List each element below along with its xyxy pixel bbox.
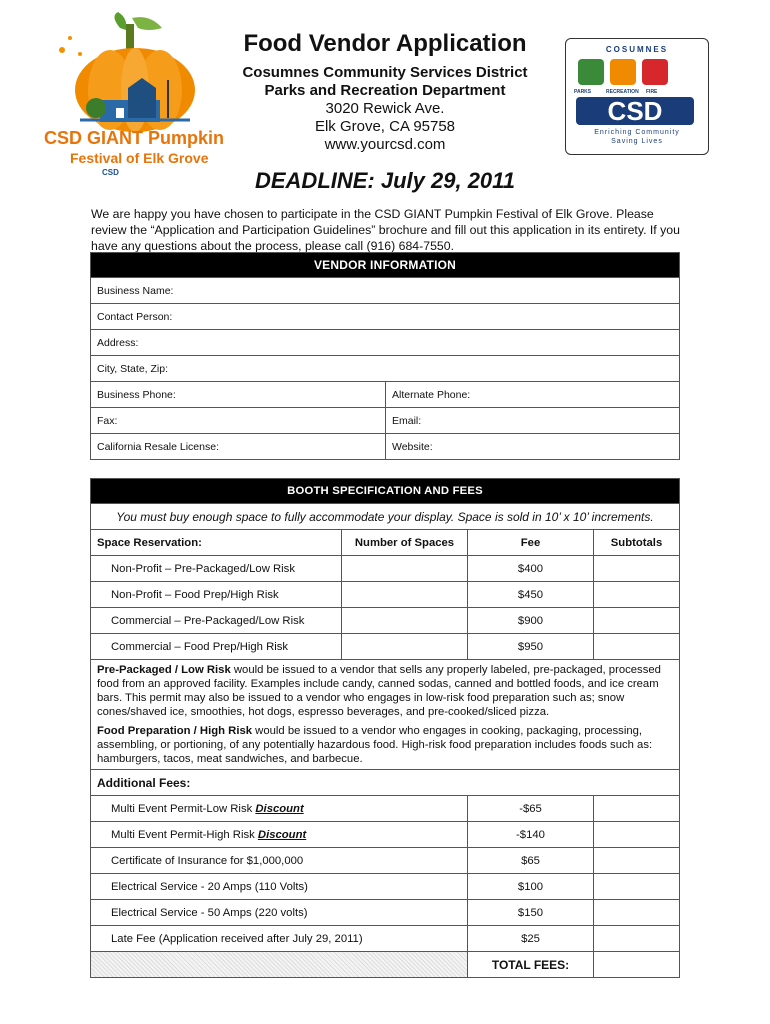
- address-line2: Elk Grove, CA 95758: [314, 118, 456, 135]
- subtotal-input[interactable]: [594, 608, 680, 634]
- fee-subtotal-input[interactable]: [594, 822, 680, 848]
- col-number: Number of Spaces: [342, 530, 468, 556]
- org-line1: Cosumnes Community Services District: [242, 64, 528, 81]
- space-row-fee: $900: [468, 608, 594, 634]
- recreation-icon: [610, 59, 636, 85]
- food-prep-title: Food Preparation / High Risk: [97, 725, 253, 737]
- vendor-info-table: [90, 252, 680, 460]
- csd-tag2: Saving Lives: [611, 138, 663, 145]
- vendor-info-heading: VENDOR INFORMATION: [91, 253, 680, 278]
- fire-label: FIRE: [646, 89, 658, 95]
- col-space: Space Reservation:: [91, 530, 342, 556]
- contact-person-field[interactable]: Contact Person:: [91, 304, 680, 330]
- fee-row-amount: $25: [468, 926, 594, 952]
- csd-tag1: Enriching Community: [594, 129, 680, 136]
- email-field[interactable]: Email:: [386, 408, 680, 434]
- city-state-zip-field[interactable]: City, State, Zip:: [91, 356, 680, 382]
- fee-row-label: Certificate of Insurance for $1,000,000: [91, 848, 468, 874]
- fee-row-amount: $150: [468, 900, 594, 926]
- space-row-fee: $400: [468, 556, 594, 582]
- fee-subtotal-input[interactable]: [594, 874, 680, 900]
- business-name-field[interactable]: Business Name:: [91, 278, 680, 304]
- food-prep-text: would be issued to a vendor who engages in cooking, packaging, processing, assembling, or portioning, of any potentially hazardous food. High-risk food preparation includes foods such as: hamburgers, tacos, meat sandwiches, and barbecue.: [97, 725, 653, 765]
- intro-paragraph: We are happy you have chosen to participate in the CSD GIANT Pumpkin Festival of Elk Grove. Please review the “Application and Participation Guidelines” brochure and fill out this application in its entirety. If you have any questions about the process, please call (916) 684-7550.: [91, 207, 680, 253]
- csd-logo-big: CSD: [576, 97, 694, 125]
- shaded-cell: [91, 952, 468, 978]
- booth-heading: BOOTH SPECIFICATION AND FEES: [91, 479, 680, 504]
- space-row-fee: $950: [468, 634, 594, 660]
- logo-line2: Festival of Elk Grove: [70, 150, 209, 166]
- spaces-input[interactable]: [342, 582, 468, 608]
- subtotal-input[interactable]: [594, 634, 680, 660]
- fee-row-amount: -$140: [468, 822, 594, 848]
- recreation-label: RECREATION: [606, 89, 639, 95]
- alternate-phone-field[interactable]: Alternate Phone:: [386, 382, 680, 408]
- address-field[interactable]: Address:: [91, 330, 680, 356]
- business-phone-field[interactable]: Business Phone:: [91, 382, 386, 408]
- booth-note: You must buy enough space to fully accommodate your display. Space is sold in 10’ x 10’ increments.: [91, 504, 680, 530]
- col-subtotal: Subtotals: [594, 530, 680, 556]
- page-title: Food Vendor Application: [243, 30, 527, 57]
- booth-fees-table: [90, 478, 680, 978]
- address-line1: 3020 Rewick Ave.: [325, 100, 445, 117]
- fee-row-label: Multi Event Permit-High Risk Discount: [91, 822, 468, 848]
- org-line2: Parks and Recreation Department: [264, 82, 506, 99]
- total-fees-label: TOTAL FEES:: [468, 952, 594, 978]
- spaces-input[interactable]: [342, 556, 468, 582]
- parks-label: PARKS: [574, 89, 592, 95]
- festival-logo: [40, 10, 230, 185]
- fax-field[interactable]: Fax:: [91, 408, 386, 434]
- fee-row-label: Late Fee (Application received after July 29, 2011): [91, 926, 468, 952]
- subtotal-input[interactable]: [594, 582, 680, 608]
- discount-label: Discount: [255, 802, 304, 815]
- resale-license-field[interactable]: California Resale License:: [91, 434, 386, 460]
- discount-label: Discount: [257, 828, 307, 841]
- fee-row-amount: $100: [468, 874, 594, 900]
- pre-packaged-text: would be issued to a vendor that sells any properly labeled, pre-packaged, processed food from an approved facility. Examples include candy, canned sodas, canned and bottled foods, and ice cream bars. This permit may also be issued to a vendor who engages in low-risk food preparation such as; snow cones/shaved ice, smoothies, hot dogs, espresso beverages, and pre-cooked/sliced pizza.: [97, 664, 661, 718]
- website-text: www.yourcsd.com: [324, 136, 446, 153]
- fee-subtotal-input[interactable]: [594, 848, 680, 874]
- fee-row-amount: $65: [468, 848, 594, 874]
- fire-icon: [642, 59, 668, 85]
- space-row-label: Commercial – Pre-Packaged/Low Risk: [91, 608, 342, 634]
- pre-packaged-description: [91, 660, 680, 770]
- csd-logo: [565, 38, 709, 155]
- fee-row-label: Multi Event Permit-Low Risk Discount: [91, 796, 468, 822]
- fee-subtotal-input[interactable]: [594, 796, 680, 822]
- spaces-input[interactable]: [342, 608, 468, 634]
- additional-fees-heading: Additional Fees:: [91, 770, 680, 796]
- logo-line1: CSD GIANT Pumpkin: [44, 128, 225, 148]
- parks-icon: [578, 59, 604, 85]
- website-field[interactable]: Website:: [386, 434, 680, 460]
- logo-small: CSD: [102, 168, 119, 177]
- space-row-fee: $450: [468, 582, 594, 608]
- space-row-label: Non-Profit – Food Prep/High Risk: [91, 582, 342, 608]
- fee-subtotal-input[interactable]: [594, 900, 680, 926]
- csd-logo-top: COSUMNES: [605, 45, 669, 54]
- fee-row-label: Electrical Service - 50 Amps (220 volts): [91, 900, 468, 926]
- fee-row-amount: -$65: [468, 796, 594, 822]
- subtotal-input[interactable]: [594, 556, 680, 582]
- space-row-label: Commercial – Food Prep/High Risk: [91, 634, 342, 660]
- total-fees-input[interactable]: [594, 952, 680, 978]
- fee-row-label: Electrical Service - 20 Amps (110 Volts): [91, 874, 468, 900]
- fee-subtotal-input[interactable]: [594, 926, 680, 952]
- space-row-label: Non-Profit – Pre-Packaged/Low Risk: [91, 556, 342, 582]
- col-fee: Fee: [468, 530, 594, 556]
- spaces-input[interactable]: [342, 634, 468, 660]
- pre-packaged-title: Pre-Packaged / Low Risk: [97, 664, 231, 676]
- deadline: DEADLINE: July 29, 2011: [254, 168, 516, 193]
